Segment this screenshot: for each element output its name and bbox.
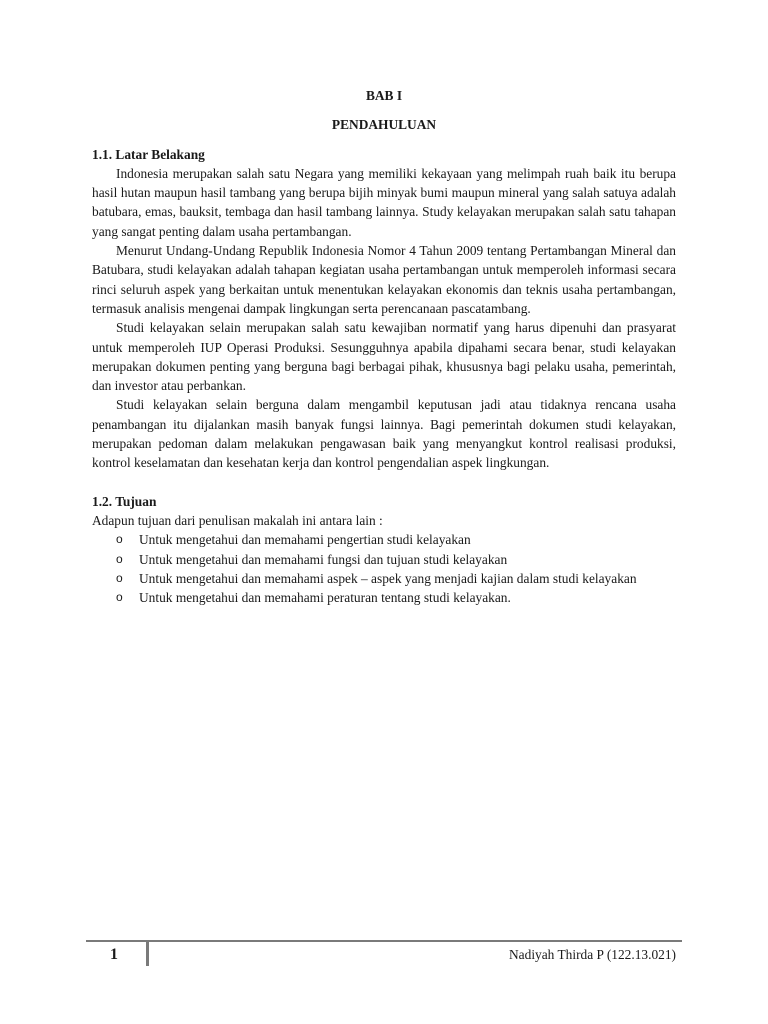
paragraph: Indonesia merupakan salah satu Negara yang memiliki kekayaan yang melimpah ruah baik itu berupa hasil hutan maupun hasil tambang yang berupa bijih minyak bumi maupun mineral yang salah satuya adalah batubara, emas, bauksit, tembaga dan hasil tambang lainnya. Study kelayakan merupakan salah satu tahapan yang sangat penting dalam usaha pertambangan. [92, 165, 676, 239]
paragraph: Menurut Undang-Undang Republik Indonesia Nomor 4 Tahun 2009 tentang Pertambangan Mineral dan Batubara, studi kelayakan adalah tahapan kegiatan usaha pertambangan untuk memperoleh informasi secara rinci seluruh aspek yang berkaitan untuk menentukan kelayakan ekonomis dan teknis usaha pertambangan, termasuk analisis mengenai dampak lingkungan serta perencanaan pascatambang. [92, 243, 676, 316]
document-page [92, 86, 676, 607]
list-item [92, 588, 676, 607]
paragraph: Studi kelayakan selain berguna dalam mengambil keputusan jadi atau tidaknya rencana usaha penambangan itu dijalankan masih banyak fungsi lainnya. Bagi pemerintah dokumen studi kelayakan, merupakan pedoman dalam melakukan pengawasan baik yang menyangkut kontrol realisasi produksi, kontrol keselamatan dan kesehatan kerja dan kontrol pengendalian aspek lingkungan. [92, 397, 676, 471]
section-heading-latar-belakang: 1.1. Latar Belakang [92, 146, 205, 162]
section-latar-belakang [92, 145, 676, 473]
chapter-title: PENDAHULUAN [331, 117, 437, 133]
bullet-icon: o [116, 590, 123, 605]
section-heading-tujuan: 1.2. Tujuan [92, 493, 157, 509]
list-item [92, 530, 676, 549]
list-item-text: Untuk mengetahui dan memahami peraturan tentang studi kelayakan. [139, 590, 511, 606]
section-tujuan [92, 492, 676, 608]
bullet-icon: o [116, 570, 123, 585]
bullet-icon: o [116, 551, 123, 566]
list-item-text: Untuk mengetahui dan memahami pengertian studi kelayakan [139, 532, 471, 548]
page-number: 1 [110, 946, 118, 963]
footer-divider [146, 942, 149, 966]
bullet-icon: o [116, 532, 123, 547]
footer-author: Nadiyah Thirda P (122.13.021) [509, 947, 676, 962]
list-item-text: Untuk mengetahui dan memahami fungsi dan tujuan studi kelayakan [139, 551, 508, 567]
goals-list [92, 530, 676, 607]
list-item [92, 569, 676, 588]
paragraph: Studi kelayakan selain merupakan salah satu kewajiban normatif yang harus dipenuhi dan prasyarat untuk memperoleh IUP Operasi Produksi. Sesungguhnya apabila dipahami secara benar, studi kelayakan merupakan dokumen penting yang berguna bagi berbagai pihak, khususnya bagi pelaku usaha, pemerintah, dan investor atau perbankan. [92, 320, 676, 394]
tujuan-intro: Adapun tujuan dari penulisan makalah ini antara lain : [92, 512, 383, 528]
page-footer [86, 940, 682, 968]
list-item-text: Untuk mengetahui dan memahami aspek – aspek yang menjadi kajian dalam studi kelayakan [139, 570, 637, 586]
chapter-number: BAB I [365, 88, 403, 103]
list-item [92, 550, 676, 569]
